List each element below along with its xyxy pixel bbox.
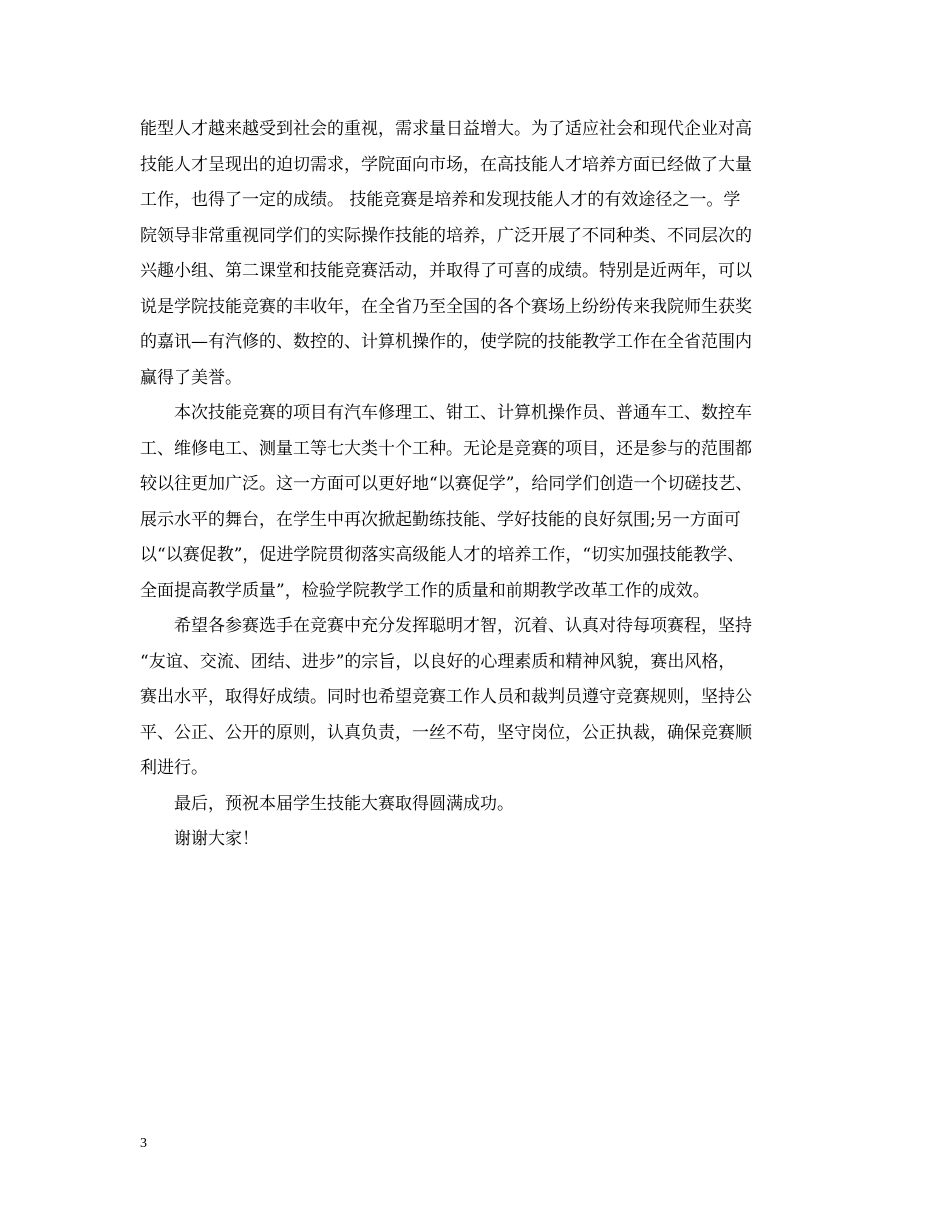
- text-line: 谢谢大家！: [140, 829, 259, 849]
- text-line: 兴趣小组、第二课堂和技能竞赛活动，并取得了可喜的成绩。特别是近两年，可以: [140, 261, 752, 281]
- text-line: 全面提高教学质量”，检验学院教学工作的质量和前期教学改革工作的成效。: [140, 580, 710, 601]
- text-line: “友谊、交流、团结、进步”的宗旨，以良好的心理素质和精神风貌，赛出风格，: [140, 651, 736, 672]
- text-line: 本次技能竞赛的项目有汽车修理工、钳工、计算机操作员、普通车工、数控车: [140, 403, 752, 423]
- page-number: 3: [140, 1136, 147, 1151]
- text-line: 的嘉讯—有汽修的、数控的、计算机操作的，使学院的技能教学工作在全省范围内: [140, 332, 752, 352]
- text-line: 以“以赛促教”，促进学院贯彻落实高级能人才的培养工作，“切实加强技能教学、: [140, 545, 745, 565]
- text-line: 展示水平的舞台，在学生中再次掀起勤练技能、学好技能的良好氛围;另一方面可: [140, 509, 741, 530]
- text-line: 院领导非常重视同学们的实际操作技能的培养，广泛开展了不同种类、不同层次的: [140, 225, 752, 246]
- text-line: 能型人才越来越受到社会的重视，需求量日益增大。为了适应社会和现代企业对高: [140, 119, 752, 139]
- text-line: 赛出水平，取得好成绩。同时也希望竞赛工作人员和裁判员遵守竞赛规则，坚持公: [140, 687, 752, 707]
- text-line: 工、维修电工、测量工等七大类十个工种。无论是竞赛的项目，还是参与的范围都: [140, 438, 752, 459]
- text-line: 利进行。: [140, 758, 208, 778]
- text-line: 希望各参赛选手在竞赛中充分发挥聪明才智，沉着、认真对待每项赛程，坚持: [140, 616, 752, 636]
- text-line: 赢得了美誉。: [140, 367, 242, 388]
- text-line: 平、公正、公开的原则，认真负责，一丝不苟，坚守岗位，公正执裁，确保竞赛顺: [140, 722, 752, 743]
- text-line: 说是学院技能竞赛的丰收年，在全省乃至全国的各个赛场上纷纷传来我院师生获奖: [140, 296, 752, 317]
- text-line: 工作，也得了一定的成绩。 技能竞赛是培养和发现技能人才的有效途径之一。学: [140, 190, 741, 210]
- text-line: 较以往更加广泛。这一方面可以更好地“以赛促学”，给同学们创造一个切磋技艺、: [140, 474, 753, 494]
- text-line: 技能人才呈现出的迫切需求，学院面向市场，在高技能人才培养方面已经做了大量: [140, 154, 752, 175]
- body-text: [140, 112, 830, 858]
- text-line: 最后，预祝本届学生技能大赛取得圆满成功。: [140, 793, 514, 814]
